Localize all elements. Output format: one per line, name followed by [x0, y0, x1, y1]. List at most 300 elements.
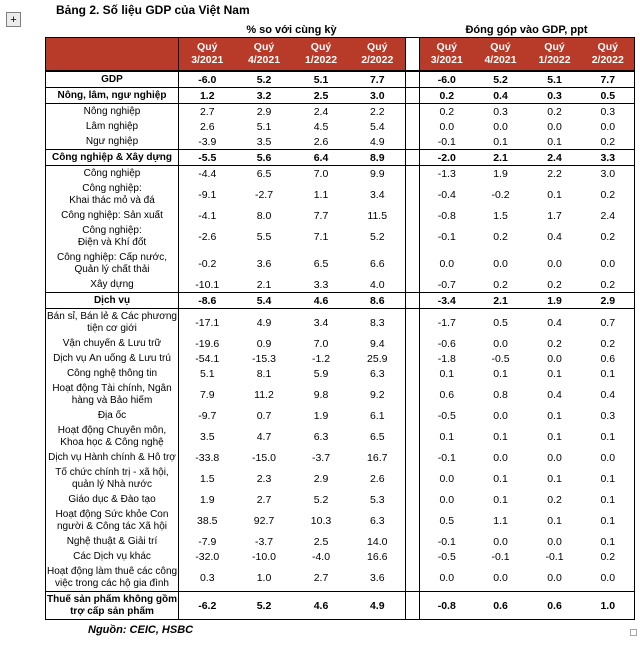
- cell-contrib: 0.2: [547, 278, 562, 291]
- cell-yoy: 6.3: [369, 514, 385, 527]
- table-row: [46, 71, 635, 88]
- cell-yoy: 1.9: [199, 493, 215, 506]
- cell-contrib: -0.5: [437, 409, 456, 422]
- cell-contrib: 0.0: [600, 451, 616, 464]
- cell-yoy: -6.2: [179, 592, 236, 620]
- gap-cell: [406, 309, 420, 337]
- table-row: [46, 507, 635, 534]
- table-row: [46, 592, 635, 620]
- cell-contrib: 0.0: [493, 571, 508, 584]
- group-header-gap: [405, 24, 419, 36]
- cell-yoy: 8.0: [256, 209, 272, 222]
- gap-cell: [406, 465, 420, 492]
- cell-yoy: 5.2: [313, 493, 329, 506]
- cell-yoy: -6.0: [179, 71, 236, 88]
- cell-contrib: 0.0: [547, 451, 562, 464]
- table-row: [46, 277, 635, 293]
- gap-cell: [406, 119, 420, 134]
- cell-contrib: 0.1: [493, 430, 508, 443]
- cell-yoy: 6.5: [313, 257, 329, 270]
- table-row: [46, 88, 635, 104]
- row-label: Công nghiệp: Cấp nước, Quản lý chất thải: [46, 250, 179, 277]
- table-row: [46, 223, 635, 250]
- cell-contrib: 0.1: [547, 472, 562, 485]
- cell-yoy: 11.2: [254, 388, 274, 401]
- cell-yoy: -2.6: [198, 230, 217, 243]
- gap-cell: [406, 381, 420, 408]
- gap-cell: [406, 150, 420, 166]
- cell-contrib: 0.2: [493, 230, 508, 243]
- row-label: Công nghiệp: Điện và Khí đốt: [46, 223, 179, 250]
- cell-yoy: 2.4: [313, 105, 329, 118]
- cell-contrib: 0.6: [474, 592, 528, 620]
- group-header-contrib: Đóng góp vào GDP, ppt: [465, 24, 588, 36]
- page-title: Bảng 2. Số liệu GDP của Việt Nam: [56, 3, 250, 17]
- cell-yoy: 38.5: [197, 514, 218, 527]
- quarter-header: Quý 4/2021: [236, 38, 293, 72]
- gap-cell: [406, 71, 420, 88]
- cell-yoy: -4.4: [198, 167, 217, 180]
- cell-contrib: 0.3: [493, 105, 508, 118]
- cell-yoy: 4.6: [293, 592, 350, 620]
- cell-contrib: 0.1: [600, 514, 616, 527]
- cell-contrib: 0.0: [493, 257, 508, 270]
- cell-yoy: 2.6: [369, 472, 385, 485]
- cell-contrib: 1.1: [493, 514, 508, 527]
- cell-yoy: 2.9: [313, 472, 329, 485]
- table-row: [46, 104, 635, 120]
- row-label: Tổ chức chính trị - xã hội, quản lý Nhà nước: [46, 465, 179, 492]
- quarter-header: Quý 3/2021: [420, 38, 474, 72]
- cell-contrib: 0.1: [493, 493, 508, 506]
- cell-contrib: 0.6: [600, 352, 616, 365]
- cell-contrib: 0.0: [439, 571, 455, 584]
- gap-cell: [406, 250, 420, 277]
- quarter-header: Quý 2/2022: [350, 38, 406, 72]
- gap-cell: [406, 450, 420, 465]
- cell-contrib: -0.8: [437, 209, 456, 222]
- cell-contrib: -0.1: [437, 535, 456, 548]
- cell-contrib: 2.1: [474, 150, 528, 166]
- row-label: Nông, lâm, ngư nghiệp: [46, 88, 179, 104]
- cell-contrib: 0.4: [474, 88, 528, 104]
- cell-contrib: 0.6: [528, 592, 582, 620]
- cell-yoy: 1.0: [256, 571, 272, 584]
- cell-yoy: 5.9: [313, 367, 329, 380]
- cell-contrib: -0.1: [437, 451, 456, 464]
- gap-cell: [406, 507, 420, 534]
- cell-yoy: 2.5: [293, 88, 350, 104]
- cell-yoy: 4.5: [313, 120, 329, 133]
- cell-contrib: 1.7: [547, 209, 562, 222]
- cell-yoy: -17.1: [195, 316, 220, 329]
- cell-contrib: -0.7: [437, 278, 456, 291]
- gap-cell: [406, 492, 420, 507]
- cell-yoy: -3.7: [254, 535, 274, 548]
- cell-contrib: 0.1: [600, 472, 616, 485]
- row-label: Thuế sản phẩm không gồm trợ cấp sản phẩm: [46, 592, 179, 620]
- cell-contrib: -1.3: [437, 167, 456, 180]
- cell-yoy: -3.7: [311, 451, 331, 464]
- cell-contrib: -0.6: [437, 337, 456, 350]
- cell-contrib: 0.1: [547, 430, 562, 443]
- cell-yoy: 7.1: [313, 230, 329, 243]
- table-row: [46, 250, 635, 277]
- table-row: [46, 181, 635, 208]
- cell-yoy: 25.9: [367, 352, 388, 365]
- cell-yoy: -0.2: [198, 257, 217, 270]
- cell-contrib: -0.1: [437, 230, 456, 243]
- cell-contrib: 0.1: [600, 535, 616, 548]
- gdp-table: [45, 37, 635, 620]
- table-head-row: [46, 38, 635, 72]
- cell-yoy: 5.3: [369, 493, 385, 506]
- cell-yoy: 8.6: [350, 293, 406, 309]
- cell-contrib: 0.2: [600, 230, 616, 243]
- table-row: [46, 534, 635, 549]
- cell-yoy: 3.6: [256, 257, 272, 270]
- cell-contrib: 3.3: [582, 150, 635, 166]
- cell-yoy: 6.5: [256, 167, 272, 180]
- cell-contrib: 3.0: [600, 167, 616, 180]
- cell-contrib: 1.0: [582, 592, 635, 620]
- cell-yoy: 9.8: [313, 388, 329, 401]
- cell-contrib: 0.2: [420, 88, 474, 104]
- gap-cell: [406, 366, 420, 381]
- cell-yoy: 3.3: [313, 278, 329, 291]
- cell-contrib: 0.0: [493, 451, 508, 464]
- cell-contrib: 0.0: [439, 472, 455, 485]
- cell-yoy: 0.3: [199, 571, 215, 584]
- cell-contrib: 1.9: [528, 293, 582, 309]
- cell-contrib: 0.7: [600, 316, 616, 329]
- cell-contrib: 0.0: [547, 120, 562, 133]
- row-label: Giáo dục & Đào tạo: [46, 492, 179, 507]
- cell-yoy: 7.9: [199, 388, 215, 401]
- row-label: Hoạt động Tài chính, Ngân hàng và Bảo hiểm: [46, 381, 179, 408]
- cell-contrib: 0.0: [547, 535, 562, 548]
- gap-cell: [406, 104, 420, 120]
- gdp-table-body: [46, 71, 635, 620]
- cell-yoy: 1.1: [313, 188, 329, 201]
- cell-yoy: 92.7: [253, 514, 275, 527]
- cell-yoy: 16.6: [367, 550, 388, 563]
- table-row: [46, 134, 635, 150]
- cell-yoy: -3.9: [198, 135, 217, 148]
- cell-yoy: 0.9: [256, 337, 272, 350]
- table-row: [46, 564, 635, 592]
- group-header-spacer: [45, 24, 178, 36]
- cell-contrib: 0.1: [547, 188, 562, 201]
- table-row: [46, 423, 635, 450]
- cell-yoy: 2.1: [256, 278, 272, 291]
- table-row: [46, 549, 635, 564]
- cell-contrib: 0.1: [547, 514, 562, 527]
- row-label: Xây dựng: [46, 277, 179, 293]
- row-label: Công nghiệp: Sản xuất: [46, 208, 179, 223]
- cell-yoy: 5.1: [199, 367, 215, 380]
- cell-contrib: 0.2: [493, 278, 508, 291]
- gap-cell: [406, 277, 420, 293]
- table-row: [46, 492, 635, 507]
- source-note: Nguồn: CEIC, HSBC: [88, 624, 194, 636]
- cell-contrib: 0.0: [493, 337, 508, 350]
- cell-contrib: 0.0: [439, 493, 455, 506]
- cell-contrib: 0.4: [547, 230, 562, 243]
- cell-contrib: -3.4: [420, 293, 474, 309]
- cell-yoy: 6.3: [369, 367, 385, 380]
- cell-contrib: 0.1: [547, 367, 562, 380]
- table-row: [46, 408, 635, 423]
- gap-cell: [406, 134, 420, 150]
- table-row: [46, 336, 635, 351]
- cell-yoy: 9.2: [369, 388, 385, 401]
- row-label: GDP: [46, 71, 179, 88]
- table-row: [46, 166, 635, 182]
- group-header-yoy: % so với cùng kỳ: [246, 24, 337, 36]
- cell-contrib: 0.0: [493, 409, 508, 422]
- cell-yoy: 8.3: [369, 316, 385, 329]
- cell-contrib: 0.2: [600, 278, 616, 291]
- cell-contrib: 0.3: [528, 88, 582, 104]
- object-anchor-square: [630, 629, 637, 636]
- cell-yoy: 2.6: [199, 120, 215, 133]
- cell-yoy: -4.1: [198, 209, 217, 222]
- gap-cell: [406, 181, 420, 208]
- table-row: [46, 119, 635, 134]
- cell-contrib: 0.0: [600, 571, 616, 584]
- row-label: Hoạt động Chuyên môn, Khoa học & Công nghệ: [46, 423, 179, 450]
- cell-yoy: 3.0: [350, 88, 406, 104]
- row-label: Công nghiệp: [46, 166, 179, 182]
- table-row: [46, 293, 635, 309]
- table-row: [46, 450, 635, 465]
- cell-yoy: 2.6: [313, 135, 329, 148]
- cell-yoy: 1.5: [199, 472, 215, 485]
- quarter-header: Quý 1/2022: [293, 38, 350, 72]
- cell-contrib: -0.1: [545, 550, 564, 563]
- row-label: Hoạt động Sức khỏe Con người & Công tác Xã hội: [46, 507, 179, 534]
- cell-contrib: 1.9: [493, 167, 508, 180]
- table-row: [46, 208, 635, 223]
- cell-yoy: -5.5: [179, 150, 236, 166]
- cell-yoy: 7.7: [350, 71, 406, 88]
- cell-yoy: 6.5: [369, 430, 385, 443]
- cell-yoy: 5.1: [293, 71, 350, 88]
- cell-yoy: 8.9: [350, 150, 406, 166]
- cell-contrib: 0.1: [439, 430, 455, 443]
- cell-yoy: -9.1: [198, 188, 217, 201]
- header-gap-cell: [406, 38, 420, 72]
- cell-contrib: 0.1: [493, 135, 508, 148]
- cell-contrib: 0.6: [439, 388, 455, 401]
- cell-contrib: 0.1: [600, 430, 616, 443]
- gap-cell: [406, 223, 420, 250]
- cell-yoy: 6.3: [313, 430, 329, 443]
- cell-yoy: -7.9: [198, 535, 217, 548]
- quarter-header: Quý 1/2022: [528, 38, 582, 72]
- table-row: [46, 465, 635, 492]
- cell-yoy: 5.2: [236, 71, 293, 88]
- cell-contrib: -0.5: [491, 352, 510, 365]
- cell-contrib: 0.1: [600, 367, 616, 380]
- cell-contrib: 0.2: [439, 105, 455, 118]
- cell-contrib: 0.1: [547, 409, 562, 422]
- cell-yoy: 7.7: [313, 209, 329, 222]
- cell-yoy: 5.1: [256, 120, 272, 133]
- cell-yoy: 7.0: [313, 337, 329, 350]
- cell-yoy: -10.1: [195, 278, 220, 291]
- row-label: Ngư nghiệp: [46, 134, 179, 150]
- cell-yoy: 7.0: [313, 167, 329, 180]
- cell-contrib: 7.7: [582, 71, 635, 88]
- table-row: [46, 150, 635, 166]
- gap-cell: [406, 564, 420, 592]
- quarter-header: Quý 3/2021: [179, 38, 236, 72]
- gap-cell: [406, 534, 420, 549]
- cell-yoy: 3.5: [256, 135, 272, 148]
- gap-cell: [406, 166, 420, 182]
- label-column-header: [46, 38, 179, 72]
- cell-contrib: 0.8: [493, 388, 508, 401]
- cell-yoy: -32.0: [195, 550, 220, 563]
- cell-contrib: 5.1: [528, 71, 582, 88]
- cell-contrib: 0.2: [600, 135, 616, 148]
- cell-yoy: -33.8: [195, 451, 220, 464]
- cell-yoy: 3.5: [199, 430, 215, 443]
- gap-cell: [406, 592, 420, 620]
- cell-contrib: -0.2: [491, 188, 510, 201]
- cell-contrib: 2.9: [582, 293, 635, 309]
- cell-yoy: -10.0: [252, 550, 276, 563]
- cell-contrib: 0.0: [493, 535, 508, 548]
- cell-yoy: 8.1: [256, 367, 272, 380]
- cell-yoy: 3.4: [313, 316, 329, 329]
- outline-expand-button[interactable]: +: [6, 12, 21, 27]
- cell-yoy: 4.9: [369, 135, 385, 148]
- cell-yoy: 4.9: [256, 316, 272, 329]
- gap-cell: [406, 408, 420, 423]
- cell-contrib: 2.1: [474, 293, 528, 309]
- cell-contrib: 0.0: [547, 257, 562, 270]
- gap-cell: [406, 549, 420, 564]
- cell-contrib: 0.4: [547, 388, 562, 401]
- table-row: [46, 309, 635, 337]
- cell-yoy: 10.3: [310, 514, 332, 527]
- cell-yoy: -1.2: [311, 352, 331, 365]
- cell-contrib: 0.1: [547, 135, 562, 148]
- cell-contrib: 0.4: [547, 316, 562, 329]
- cell-yoy: 4.9: [350, 592, 406, 620]
- gap-cell: [406, 423, 420, 450]
- cell-contrib: 0.0: [600, 120, 616, 133]
- cell-contrib: 0.4: [600, 388, 616, 401]
- cell-yoy: 9.4: [369, 337, 385, 350]
- cell-contrib: -0.1: [437, 135, 456, 148]
- cell-contrib: 0.5: [493, 316, 508, 329]
- cell-contrib: 0.2: [600, 188, 616, 201]
- cell-contrib: 0.1: [439, 367, 455, 380]
- table-row: [46, 366, 635, 381]
- cell-contrib: 0.3: [600, 409, 616, 422]
- cell-yoy: 5.4: [369, 120, 385, 133]
- cell-contrib: 0.1: [493, 472, 508, 485]
- cell-yoy: 5.5: [256, 230, 272, 243]
- row-label: Vận chuyển & Lưu trữ: [46, 336, 179, 351]
- row-label: Công nghệ thông tin: [46, 366, 179, 381]
- cell-yoy: 5.6: [236, 150, 293, 166]
- cell-yoy: 5.2: [236, 592, 293, 620]
- cell-yoy: 6.6: [369, 257, 385, 270]
- quarter-header: Quý 4/2021: [474, 38, 528, 72]
- cell-yoy: 4.6: [293, 293, 350, 309]
- cell-yoy: -15.0: [252, 451, 276, 464]
- row-label: Dịch vụ Ăn uống & Lưu trú: [46, 351, 179, 366]
- cell-contrib: 0.0: [439, 120, 455, 133]
- cell-contrib: -2.0: [420, 150, 474, 166]
- group-headers: [45, 24, 635, 36]
- gap-cell: [406, 351, 420, 366]
- cell-yoy: 5.2: [369, 230, 385, 243]
- cell-yoy: 2.7: [256, 493, 272, 506]
- row-label: Công nghiệp & Xây dựng: [46, 150, 179, 166]
- cell-yoy: 3.4: [369, 188, 385, 201]
- cell-yoy: 2.5: [313, 535, 329, 548]
- gap-cell: [406, 88, 420, 104]
- cell-yoy: 2.7: [313, 571, 329, 584]
- cell-contrib: -0.5: [437, 550, 456, 563]
- cell-yoy: -9.7: [198, 409, 217, 422]
- cell-yoy: -54.1: [195, 352, 220, 365]
- cell-contrib: -6.0: [420, 71, 474, 88]
- cell-yoy: -19.6: [195, 337, 220, 350]
- cell-contrib: 1.5: [493, 209, 508, 222]
- cell-yoy: 0.7: [256, 409, 272, 422]
- gap-cell: [406, 293, 420, 309]
- cell-contrib: -0.4: [437, 188, 456, 201]
- row-label: Nông nghiệp: [46, 104, 179, 120]
- row-label: Địa ốc: [46, 408, 179, 423]
- cell-yoy: 3.6: [369, 571, 385, 584]
- cell-yoy: 16.7: [367, 451, 388, 464]
- table-row: [46, 381, 635, 408]
- cell-yoy: 14.0: [367, 535, 388, 548]
- cell-contrib: 2.4: [600, 209, 616, 222]
- cell-contrib: 0.0: [493, 120, 508, 133]
- cell-contrib: 0.0: [439, 257, 455, 270]
- cell-yoy: 11.5: [367, 209, 388, 222]
- cell-contrib: 0.2: [600, 550, 616, 563]
- cell-contrib: 0.5: [582, 88, 635, 104]
- row-label: Các Dịch vụ khác: [46, 549, 179, 564]
- cell-yoy: -4.0: [311, 550, 331, 563]
- table-row: [46, 351, 635, 366]
- cell-contrib: 0.0: [547, 571, 562, 584]
- cell-contrib: 0.2: [547, 337, 562, 350]
- cell-yoy: 2.2: [369, 105, 385, 118]
- row-label: Nghệ thuật & Giải trí: [46, 534, 179, 549]
- cell-contrib: 2.4: [528, 150, 582, 166]
- table-area: [45, 24, 635, 636]
- row-label: Bán sỉ, Bán lẻ & Các phương tiện cơ giới: [46, 309, 179, 337]
- row-label: Dịch vụ Hành chính & Hỗ trợ: [46, 450, 179, 465]
- quarter-header: Quý 2/2022: [582, 38, 635, 72]
- cell-contrib: -1.7: [437, 316, 456, 329]
- cell-contrib: 0.2: [600, 337, 616, 350]
- cell-contrib: -0.1: [491, 550, 510, 563]
- row-label: Công nghiệp: Khai thác mỏ và đá: [46, 181, 179, 208]
- cell-yoy: 1.9: [313, 409, 329, 422]
